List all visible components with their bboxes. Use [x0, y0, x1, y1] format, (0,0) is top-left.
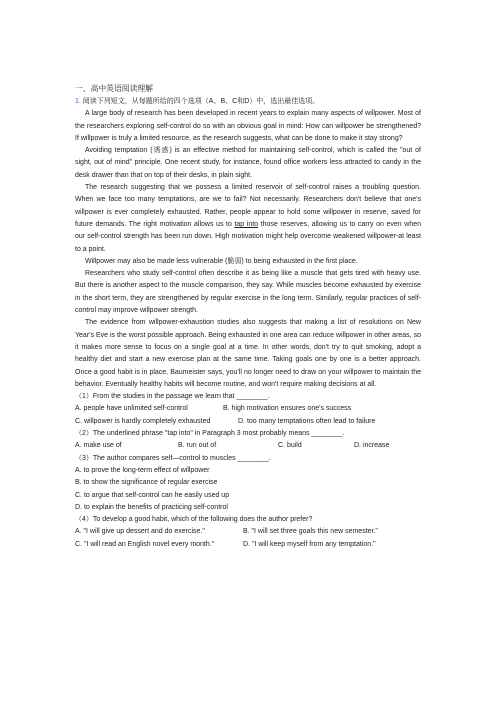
question-1-stem: （1）From the studies in the passage we learn that ________.: [75, 393, 270, 401]
question-number: 1.: [75, 98, 81, 105]
question-1-options-row-2: [75, 416, 421, 428]
question-2-options-row: [75, 440, 421, 452]
passage-paragraph-1: A large body of research has been developed in recent years to explain many aspects of willpower. Most of the researchers exploring self-control do so with an obvious goal in mind: How can willpower be strengthened? If willpower is truly a limited resource, as the research suggests, what can be done to make it stay strong?: [75, 110, 421, 142]
question-4-options-row-2: [75, 539, 421, 551]
passage-paragraph-3: [75, 182, 421, 256]
question-2-stem: （2）The underlined phrase "tap into" in Paragraph 3 most probably means ________.: [75, 430, 345, 438]
paragraph-3-text-after: those reserves, allowing us to carry on even when our self-control strength has been run down. High motivation might help overcome weakened willpower-at least to a point.: [75, 220, 421, 253]
question-4-option-c[interactable]: C. "I will read an English novel every month.": [75, 540, 215, 548]
question-4-stem: （4）To develop a good habit, which of the following does the author prefer?: [75, 516, 313, 524]
question-3-option-d[interactable]: D. to explain the benefits of practicing self-control: [75, 503, 228, 511]
question-2-option-a[interactable]: A. make use of: [75, 442, 122, 450]
question-3-option-c[interactable]: C. to argue that self-control can he easily used up: [75, 491, 230, 499]
underlined-phrase: tap into: [234, 220, 259, 228]
question-1-option-b[interactable]: B. high motivation ensures one's success: [223, 405, 352, 413]
question-1-option-d[interactable]: D. too many temptations often lead to failure: [238, 417, 376, 425]
passage-paragraph-2: Avoiding temptation (诱惑) is an effective method for maintaining self-control, which is called the "out of sight, out of mind" principle. One recent study, for instance, found office workers less attracted to candy in the desk drawer than that on top of their desks, in plain sight.: [75, 147, 421, 179]
instruction-text: 阅读下列短文，从每题所给的四个选项（A、B、C和D）中，选出最佳选项。: [82, 98, 320, 105]
question-4-options-row-1: [75, 526, 421, 538]
question-1-options-row-1: [75, 403, 421, 415]
question-4-option-d[interactable]: D. "I will keep myself from any temptation.": [243, 540, 376, 548]
question-4-option-a[interactable]: A. "I will give up dessert and do exercise.": [75, 528, 205, 536]
question-2-option-d[interactable]: D. increase: [354, 442, 390, 450]
question-2-option-b[interactable]: B. run out of: [178, 442, 217, 450]
paragraph-3-text-before: The research suggesting that we possess a limited reservoir of self-control raises a troubling question. When we face too many temptations, are we to fail? Not necessarily. Researchers don't believe that one's willpower is ever completely exhausted. Rather, people appear to hold some willpower in reserve, saved for future demands. The right motivation allows us to: [75, 184, 421, 228]
question-1-option-a[interactable]: A. people have unlimited self-control: [75, 405, 188, 413]
passage-paragraph-6: The evidence from willpower-exhaustion studies also suggests that making a list of resolutions on New Year's Eve is the worst possible approach. Being exhausted in one area can reduce willpower in other areas, so it makes more sense to focus on a single goal at a time. In other words, don't try to quit smoking, adopt a healthy diet and start a new exercise plan at the same time. Taking goals one by one is a better approach. Once a good habit is in place, Baumeister says, you'll no longer need to draw on your willpower to maintain the behavior. Eventually healthy habits will become routine, and won't require making decisions at all.: [75, 319, 421, 388]
question-4-option-b[interactable]: B. "I will set three goals this new semester.": [243, 528, 378, 536]
question-3-option-b[interactable]: B. to show the significance of regular exercise: [75, 479, 218, 487]
section-title: 一、高中英语阅读理解: [75, 84, 153, 93]
question-3-stem: （3）The author compares self—control to muscles ________.: [75, 454, 271, 462]
passage-paragraph-5: Researchers who study self-control often describe it as being like a muscle that gets tired with heavy use. But there is another aspect to the muscle comparison, they say. While muscles become exhausted by exercise in the short term, they are strengthened by regular exercise in the long term. Similarly, regular practices of self-control may improve willpower strength.: [75, 270, 421, 315]
question-2-option-c[interactable]: C. build: [278, 442, 302, 450]
question-1-option-c[interactable]: C. willpower is hardly completely exhausted: [75, 417, 211, 425]
passage-paragraph-4: Willpower may also be made less vulnerable (脆弱) to being exhausted in the first place.: [85, 257, 358, 265]
question-3-option-a[interactable]: A. to prove the long-term effect of willpower: [75, 466, 210, 474]
instruction: [75, 96, 421, 108]
